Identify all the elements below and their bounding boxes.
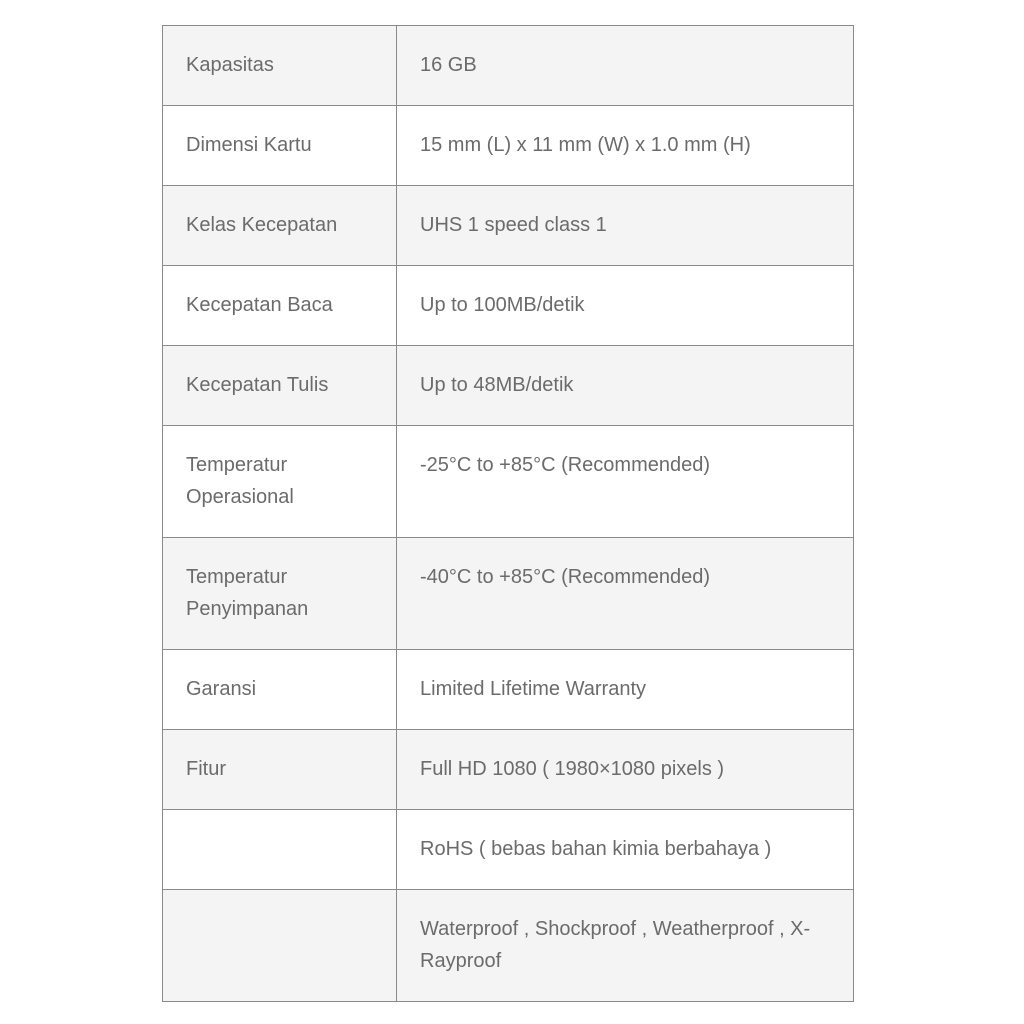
table-row (163, 266, 854, 346)
table-row (163, 346, 854, 426)
spec-value: Full HD 1080 ( 1980×1080 pixels ) (397, 730, 854, 810)
table-row (163, 730, 854, 810)
spec-label: Dimensi Kartu (163, 106, 397, 186)
table-row (163, 538, 854, 650)
spec-value: RoHS ( bebas bahan kimia berbahaya ) (397, 810, 854, 890)
spec-label: Garansi (163, 650, 397, 730)
spec-label: Temperatur Penyimpanan (163, 538, 397, 650)
spec-value: 15 mm (L) x 11 mm (W) x 1.0 mm (H) (397, 106, 854, 186)
spec-value: -25°C to +85°C (Recommended) (397, 426, 854, 538)
spec-value: 16 GB (397, 26, 854, 106)
spec-value: -40°C to +85°C (Recommended) (397, 538, 854, 650)
spec-value: Waterproof , Shockproof , Weatherproof , X-Rayproof (397, 890, 854, 1002)
spec-label: Kecepatan Baca (163, 266, 397, 346)
spec-label: Kecepatan Tulis (163, 346, 397, 426)
table-row (163, 810, 854, 890)
spec-label: Kelas Kecepatan (163, 186, 397, 266)
spec-label: Temperatur Operasional (163, 426, 397, 538)
spec-value: UHS 1 speed class 1 (397, 186, 854, 266)
spec-table (162, 25, 854, 1002)
table-row (163, 890, 854, 1002)
table-row (163, 650, 854, 730)
table-row (163, 186, 854, 266)
table-row (163, 26, 854, 106)
table-row (163, 426, 854, 538)
spec-label (163, 890, 397, 1002)
spec-value: Up to 48MB/detik (397, 346, 854, 426)
spec-label: Fitur (163, 730, 397, 810)
spec-value: Limited Lifetime Warranty (397, 650, 854, 730)
spec-value: Up to 100MB/detik (397, 266, 854, 346)
spec-label (163, 810, 397, 890)
table-row (163, 106, 854, 186)
spec-label: Kapasitas (163, 26, 397, 106)
